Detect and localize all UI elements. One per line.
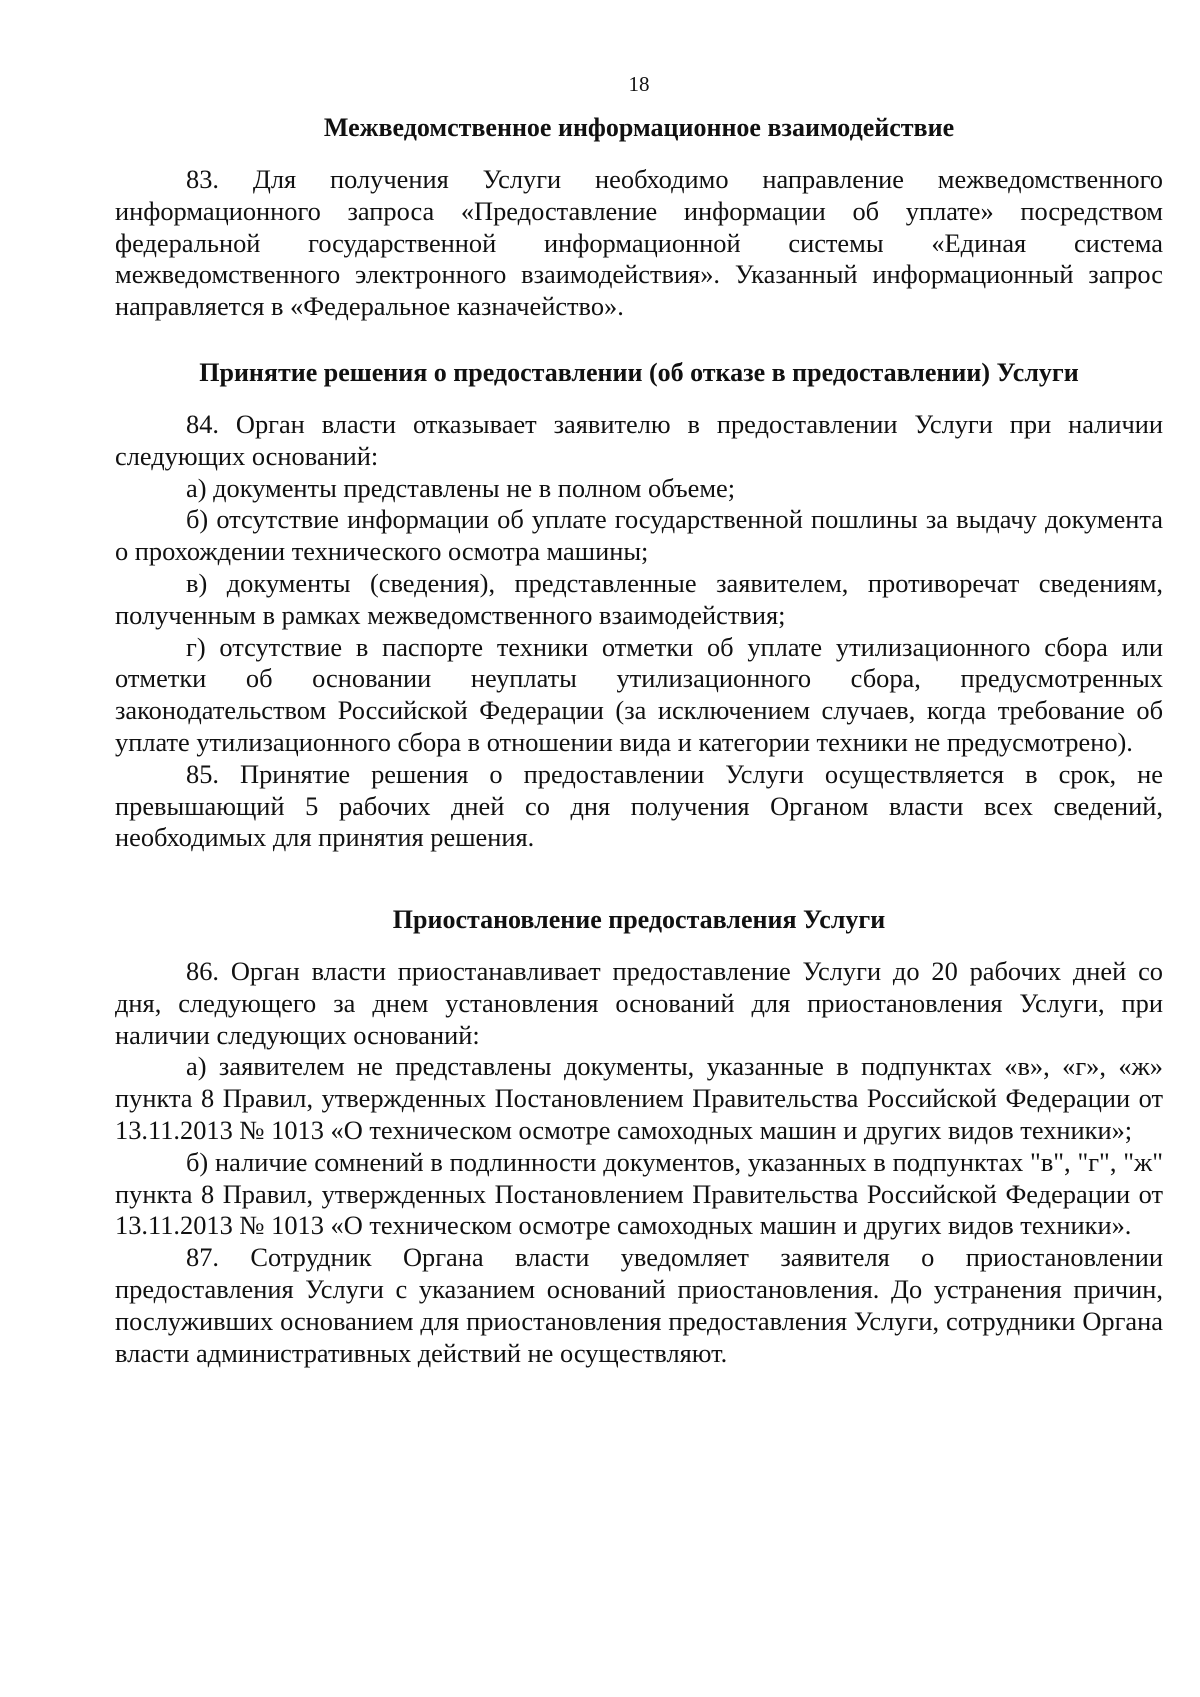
section-body-decision <box>115 409 1163 854</box>
paragraph-84: 84. Орган власти отказывает заявителю в предоставлении Услуги при наличии следующих оснований: <box>115 409 1163 471</box>
paragraph-84-g: г) отсутствие в паспорте техники отметки об уплате утилизационного сбора или отметки об основании неуплаты утилизационного сбора, предусмотренных законодательством Российской Федерации (за исключением случаев, когда требование об уплате утилизационного сбора в отношении вида и категории техники не предусмотрено). <box>115 631 1163 757</box>
paragraph-83: 83. Для получения Услуги необходимо направление межведомственного информационного запроса «Предоставление информации об уплате» посредством федеральной государственной информационной системы «Единая система межведомственного электронного взаимодействия». Указанный информационный запрос направляется в «Федеральное казначейство». <box>115 164 1163 322</box>
section-body-interagency <box>115 164 1163 323</box>
page-number: 18 <box>628 72 650 96</box>
section-heading-suspension: Приостановление предоставления Услуги <box>392 905 886 934</box>
paragraph-86-b: б) наличие сомнений в подлинности документов, указанных в подпунктах "в", "г", "ж" пункта 8 Правил, утвержденных Постановлением Правительства Российской Федерации от 13.11.2013 № 1013 «О техническом осмотре самоходных машин и других видов техники». <box>115 1146 1163 1241</box>
paragraph-85: 85. Принятие решения о предоставлении Услуги осуществляется в срок, не превышающий 5 рабочих дней со дня получения Органом власти всех сведений, необходимых для принятия решения. <box>115 758 1163 853</box>
section-heading-decision: Принятие решения о предоставлении (об отказе в предоставлении) Услуги <box>199 358 1079 387</box>
paragraph-86: 86. Орган власти приостанавливает предоставление Услуги до 20 рабочих дней со дня, следующего за днем установления оснований для приостановления Услуги, при наличии следующих оснований: <box>115 956 1163 1050</box>
paragraph-86-a: а) заявителем не представлены документы, указанные в подпунктах «в», «г», «ж» пункта 8 Правил, утвержденных Постановлением Правительства Российской Федерации от 13.11.2013 № 1013 «О техническом осмотре самоходных машин и других видов техники»; <box>115 1051 1163 1145</box>
section-body-suspension <box>115 956 1163 1369</box>
paragraph-84-v: в) документы (сведения), представленные заявителем, противоречат сведениям, полученным в рамках межведомственного взаимодействия; <box>115 567 1163 630</box>
paragraph-84-b: б) отсутствие информации об уплате государственной пошлины за выдачу документа о прохождении технического осмотра машины; <box>115 504 1163 567</box>
paragraph-87: 87. Сотрудник Органа власти уведомляет заявителя о приостановлении предоставления Услуги с указанием оснований приостановления. До устранения причин, послуживших основанием для приостановления предоставления Услуги, сотрудники Органа власти административных действий не осуществляют. <box>115 1242 1163 1368</box>
paragraph-84-a: а) документы представлены не в полном объеме; <box>186 472 736 503</box>
section-heading-interagency: Межведомственное информационное взаимодействие <box>323 113 955 142</box>
